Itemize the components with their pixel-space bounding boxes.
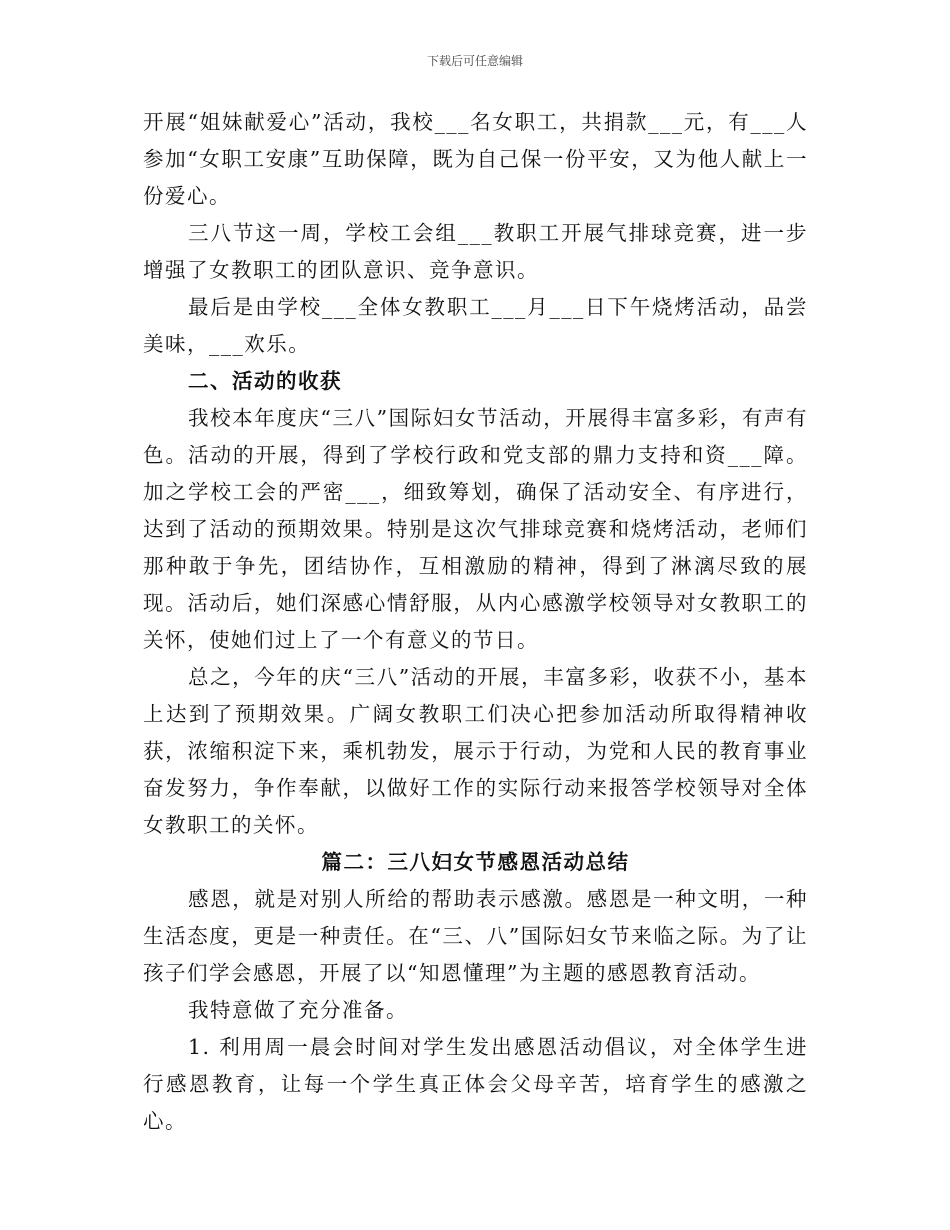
paragraph-volleyball: 三八节这一周，学校工会组___教职工开展气排球竞赛，进一步增强了女教职工的团队意识、竞争意识。 — [143, 221, 808, 282]
paragraph-donation: 开展“姐妹献爱心”活动，我校___名女职工，共捐款___元，有___人参加“女职工安康”互助保障，既为自己保一份平安，又为他人献上一份爱心。 — [143, 110, 808, 208]
paragraph-gratitude-intro: 感恩，就是对别人所给的帮助表示感激。感恩是一种文明，一种生活态度，更是一种责任。在“三、八”国际妇女节来临之际。为了让孩子们学会感恩，开展了以“知恩懂理”为主题的感恩教育活动。 — [143, 887, 808, 985]
paragraph-step-1: 1. 利用周一晨会时间对学生发出感恩活动倡议，对全体学生进行感恩教育，让每一个学生真正体会父母辛苦，培育学生的感激之心。 — [143, 1035, 808, 1133]
paragraph-preparation: 我特意做了充分准备。 — [188, 998, 408, 1022]
paragraph-barbecue: 最后是由学校___全体女教职工___月___日下午烧烤活动，品尝美味，___欢乐。 — [143, 295, 808, 356]
section-heading-results: 二、活动的收获 — [188, 369, 342, 393]
article-title: 篇二：三八妇女节感恩活动总结 — [321, 850, 630, 874]
page-header: 下载后可任意编辑 — [426, 54, 523, 68]
document-body — [143, 104, 808, 1140]
paragraph-conclusion: 总之，今年的庆“三八”活动的开展，丰富多彩，收获不小，基本上达到了预期效果。广阔女教职工们决心把参加活动所取得精神收获，浓缩积淀下来，乘机勃发，展示于行动，为党和人民的教育事业奋发努力，争作奉献，以做好工作的实际行动来报答学校领导对全体女教职工的关怀。 — [143, 665, 808, 837]
paragraph-results: 我校本年度庆“三八”国际妇女节活动，开展得丰富多彩，有声有色。活动的开展，得到了学校行政和党支部的鼎力支持和资___障。加之学校工会的严密___，细致筹划，确保了活动安全、有序进行，达到了活动的预期效果。特别是这次气排球竞赛和烧烤活动，老师们那种敢于争先，团结协作，互相激励的精神，得到了淋漓尽致的展现。活动后，她们深感心情舒服，从内心感激学校领导对女教职工的关怀，使她们过上了一个有意义的节日。 — [143, 406, 808, 652]
